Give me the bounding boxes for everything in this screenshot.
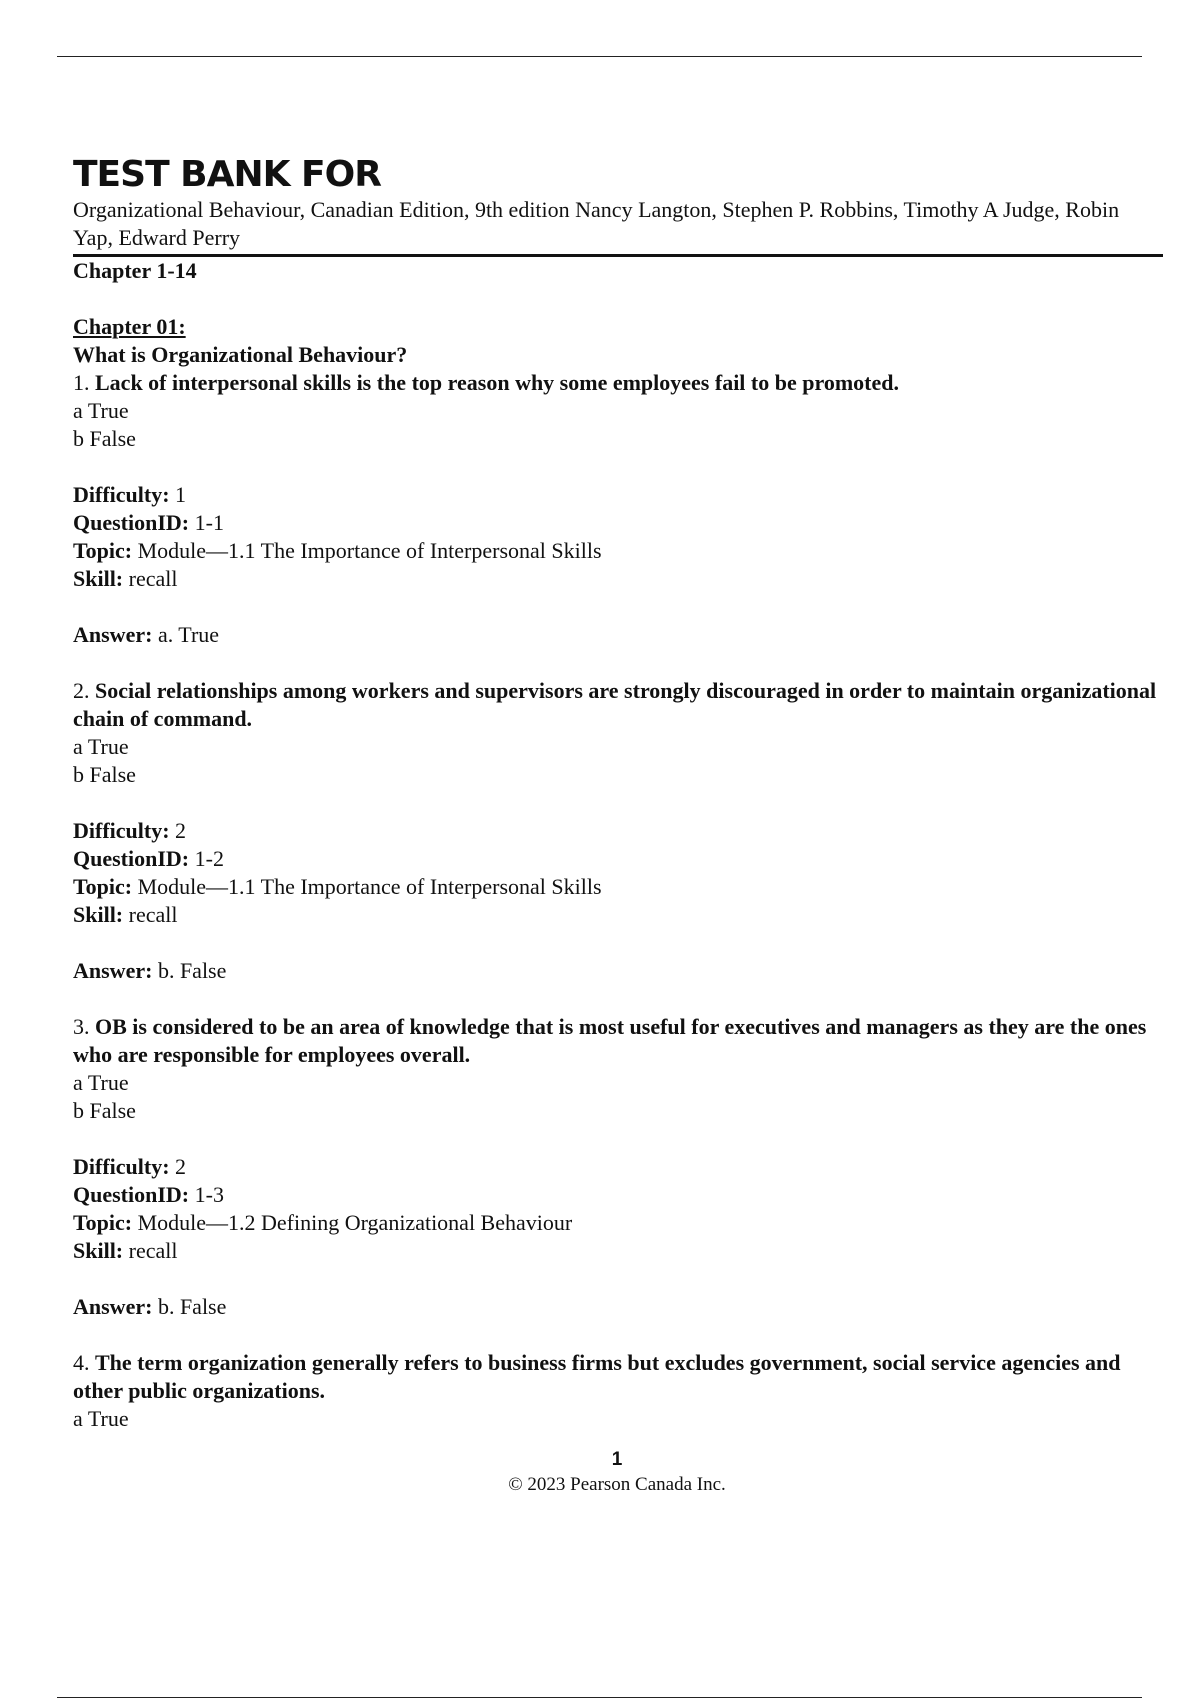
chapter-heading: Chapter 01:	[73, 314, 186, 339]
question-text: OB is considered to be an area of knowledge that is most useful for executives and managers as they are the ones who are responsible for employees overall.	[73, 1014, 1147, 1067]
question-3	[73, 1013, 1163, 1349]
skill-row	[73, 901, 1163, 929]
question-id-row	[73, 1181, 1163, 1209]
difficulty-row	[73, 817, 1163, 845]
question-4	[73, 1349, 1163, 1433]
option-a: a True	[73, 398, 129, 423]
answer-label: Answer:	[73, 958, 153, 983]
option-a: a True	[73, 1070, 129, 1095]
option-b: b False	[73, 1098, 136, 1123]
topic-value: Module—1.2 Defining Organizational Behaviour	[137, 1210, 573, 1235]
answer-row	[73, 621, 1163, 649]
skill-value: recall	[128, 566, 178, 591]
topic-row	[73, 873, 1163, 901]
skill-label: Skill:	[73, 1238, 124, 1263]
question-text: Lack of interpersonal skills is the top reason why some employees fail to be promoted.	[95, 370, 899, 395]
answer-row	[73, 1293, 1163, 1321]
topic-label: Topic:	[73, 538, 133, 563]
topic-value: Module—1.1 The Importance of Interpersonal Skills	[137, 538, 602, 563]
skill-label: Skill:	[73, 566, 124, 591]
question-stem	[73, 1349, 1163, 1405]
question-id-value: 1-2	[194, 846, 224, 871]
page-content	[73, 155, 1163, 1433]
difficulty-value: 1	[175, 482, 187, 507]
answer-row	[73, 957, 1163, 985]
answer-value: a. True	[157, 622, 220, 647]
skill-row	[73, 565, 1163, 593]
page-footer	[0, 1448, 1200, 1498]
question-id-label: QuestionID:	[73, 846, 190, 871]
answer-label: Answer:	[73, 622, 153, 647]
skill-row	[73, 1237, 1163, 1265]
topic-label: Topic:	[73, 1210, 133, 1235]
question-id-row	[73, 845, 1163, 873]
answer-value: b. False	[157, 1294, 227, 1319]
question-2	[73, 677, 1163, 1013]
difficulty-row	[73, 481, 1163, 509]
question-id-row	[73, 509, 1163, 537]
question-id-label: QuestionID:	[73, 510, 190, 535]
difficulty-label: Difficulty:	[73, 818, 170, 843]
document-title: TEST BANK FOR	[73, 154, 381, 195]
question-stem	[73, 1013, 1163, 1069]
page-number: 1	[611, 1449, 623, 1470]
answer-value: b. False	[157, 958, 227, 983]
skill-value: recall	[128, 1238, 178, 1263]
question-id-value: 1-1	[194, 510, 224, 535]
question-1	[73, 369, 1163, 677]
top-rule	[57, 56, 1142, 57]
question-number: 4.	[73, 1350, 90, 1375]
question-text: Social relationships among workers and supervisors are strongly discouraged in order to maintain organizational chain of command.	[73, 678, 1157, 731]
topic-row	[73, 537, 1163, 565]
chapter-range: Chapter 1-14	[73, 254, 1163, 285]
question-stem	[73, 369, 1163, 397]
question-number: 2.	[73, 678, 90, 703]
option-a: a True	[73, 1406, 129, 1431]
copyright-notice: © 2023 Pearson Canada Inc.	[508, 1474, 726, 1495]
difficulty-value: 2	[175, 1154, 187, 1179]
question-number: 3.	[73, 1014, 90, 1039]
question-id-label: QuestionID:	[73, 1182, 190, 1207]
question-id-value: 1-3	[194, 1182, 224, 1207]
chapter-title: What is Organizational Behaviour?	[73, 342, 408, 367]
skill-label: Skill:	[73, 902, 124, 927]
topic-label: Topic:	[73, 874, 133, 899]
bottom-rule	[57, 1697, 1142, 1698]
difficulty-row	[73, 1153, 1163, 1181]
topic-value: Module—1.1 The Importance of Interpersonal Skills	[137, 874, 602, 899]
option-a: a True	[73, 734, 129, 759]
skill-value: recall	[128, 902, 178, 927]
option-b: b False	[73, 762, 136, 787]
option-b: b False	[73, 426, 136, 451]
answer-label: Answer:	[73, 1294, 153, 1319]
question-stem	[73, 677, 1163, 733]
difficulty-value: 2	[175, 818, 187, 843]
topic-row	[73, 1209, 1163, 1237]
document-subtitle: Organizational Behaviour, Canadian Edition, 9th edition Nancy Langton, Stephen P. Robbins, Timothy A Judge, Robin Yap, Edward Perry	[73, 197, 1120, 250]
difficulty-label: Difficulty:	[73, 1154, 170, 1179]
question-number: 1.	[73, 370, 90, 395]
question-text: The term organization generally refers to business firms but excludes government, social service agencies and other public organizations.	[73, 1350, 1121, 1403]
difficulty-label: Difficulty:	[73, 482, 170, 507]
